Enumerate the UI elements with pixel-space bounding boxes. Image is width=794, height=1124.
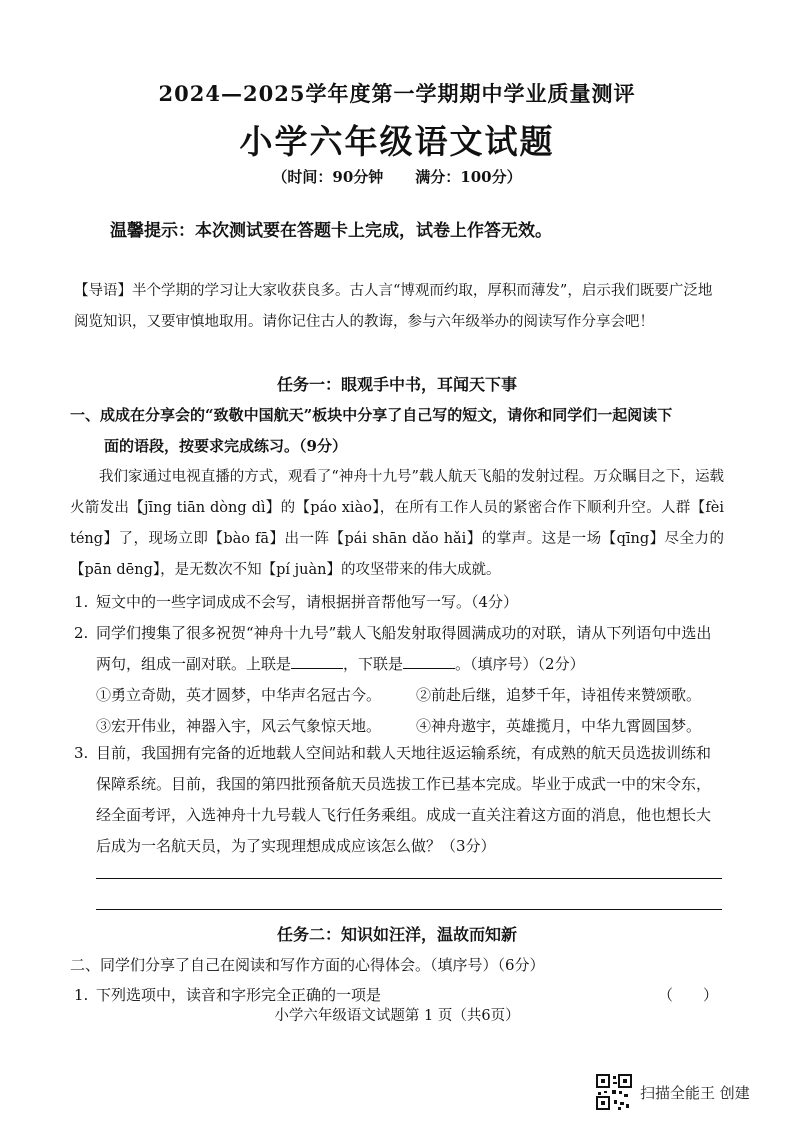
sub-question-text: 下列选项中，读音和字形完全正确的一项是 (96, 986, 382, 1004)
question-2: 二、同学们分享了自己在阅读和写作方面的心得体会。（填序号）（6分） (70, 956, 545, 974)
paper-title: 小学六年级语文试题 (239, 122, 555, 161)
sub-question-text: 目前，我国拥有完备的近地载人空间站和载人天地往返运输系统，有成熟的航天员选拔训练和保障系统。目前，我国的第四批预备航天员选拔工作已基本完成。毕业于成武一中的宋令东，经全面考评，入选神舟十九号载人飞行任务乘组。成成一直关注着这方面的消息，他也想长大后成为一名航天员，为了实现理想成成应该怎么做？（3分） (96, 744, 712, 855)
upper-line-blank[interactable] (291, 654, 343, 669)
scanner-watermark (596, 1074, 750, 1110)
page-footer: 小学六年级语文试题第 1 页（共6页） (274, 1008, 520, 1024)
time-score-line (0, 166, 794, 187)
option-2: ②前赴后继，追梦千年，诗祖传来赞颂歌。 (416, 686, 702, 704)
qr-code-icon (596, 1074, 632, 1110)
answer-parentheses[interactable]: （ ） (658, 986, 719, 1004)
option-4: ④神舟遨宇，英雄揽月，中华九霄圆国梦。 (416, 717, 702, 735)
scanner-label: 扫描全能王 创建 (640, 1083, 750, 1102)
answer-line[interactable] (96, 909, 722, 910)
exam-title: 2024—2025学年度第一学期期中学业质量测评 (158, 81, 636, 106)
sub-question-text (96, 618, 724, 680)
option-3: ③宏开伟业，神器入宇，风云气象惊天地。 (96, 717, 382, 735)
sub-question-2 (74, 618, 724, 680)
couplet-options (96, 680, 736, 742)
sub-question-number: 1. (74, 986, 89, 1004)
couplet-prompt: 同学们搜集了很多祝贺“神舟十九号”载人飞船发射取得圆满成功的对联，请从下列语句中选出两句，组成一副对联。上联是 (96, 624, 712, 673)
sub-question-number: 2. (74, 624, 89, 642)
lower-line-blank[interactable] (403, 654, 455, 669)
couplet-prompt-2: ，下联是 (343, 655, 404, 673)
sub-question-3 (74, 738, 724, 862)
sub-question-text: 短文中的一些字词成成不会写，请根据拼音帮他写一写。（4分） (96, 593, 519, 611)
question-1-tail: 面的语段，按要求完成练习。（9分） (104, 437, 347, 455)
option-1: ①勇立奇勋，英才圆梦，中华声名冠古今。 (96, 686, 382, 704)
passage-text: 我们家通过电视直播的方式，观看了“神舟十九号”载人航天飞船的发射过程。万众瞩目之下，运载火箭发出【jīng tiān dòng dì】的【páo xiào】，在所有工作人员的紧密合作下顺利升空。人群【fèi téng】了，现场立即【bào fā】出一阵【pái shān dǎo hǎi】的掌声。这是一场【qīng】尽全力的【pān dēng】，是无数次不知【pí juàn】的攻坚带来的伟大成就。 (70, 469, 724, 578)
question-1-head: 一、成成在分享会的“致敬中国航天”板块中分享了自己写的短文，请你和同学们一起阅读下 (70, 406, 673, 424)
options-row (96, 680, 736, 711)
intro-text: 【导语】半个学期的学习让大家收获良多。古人言“博观而约取，厚积而薄发”，启示我们既要广泛地阅览知识，又要审慎地取用。请你记住古人的教诲，参与六年级举办的阅读写作分享会吧！ (74, 283, 713, 330)
task1-title: 任务一：眼观手中书，耳闻天下事 (276, 375, 517, 394)
warm-tip: 温馨提示：本次测试要在答题卡上完成，试卷上作答无效。 (110, 221, 552, 241)
reading-passage (70, 462, 724, 586)
sub-question-1 (74, 587, 724, 618)
question-1 (70, 400, 730, 462)
sub-question-number: 3. (74, 744, 89, 762)
full-score: 满分：100分） (415, 168, 522, 186)
task2-title: 任务二：知识如汪洋，温故而知新 (276, 925, 517, 944)
time-limit: （时间：90分钟 (272, 168, 384, 186)
couplet-prompt-3: 。（填序号）（2分） (455, 655, 585, 673)
answer-line[interactable] (96, 878, 722, 879)
sub-question-number: 1. (74, 593, 89, 611)
